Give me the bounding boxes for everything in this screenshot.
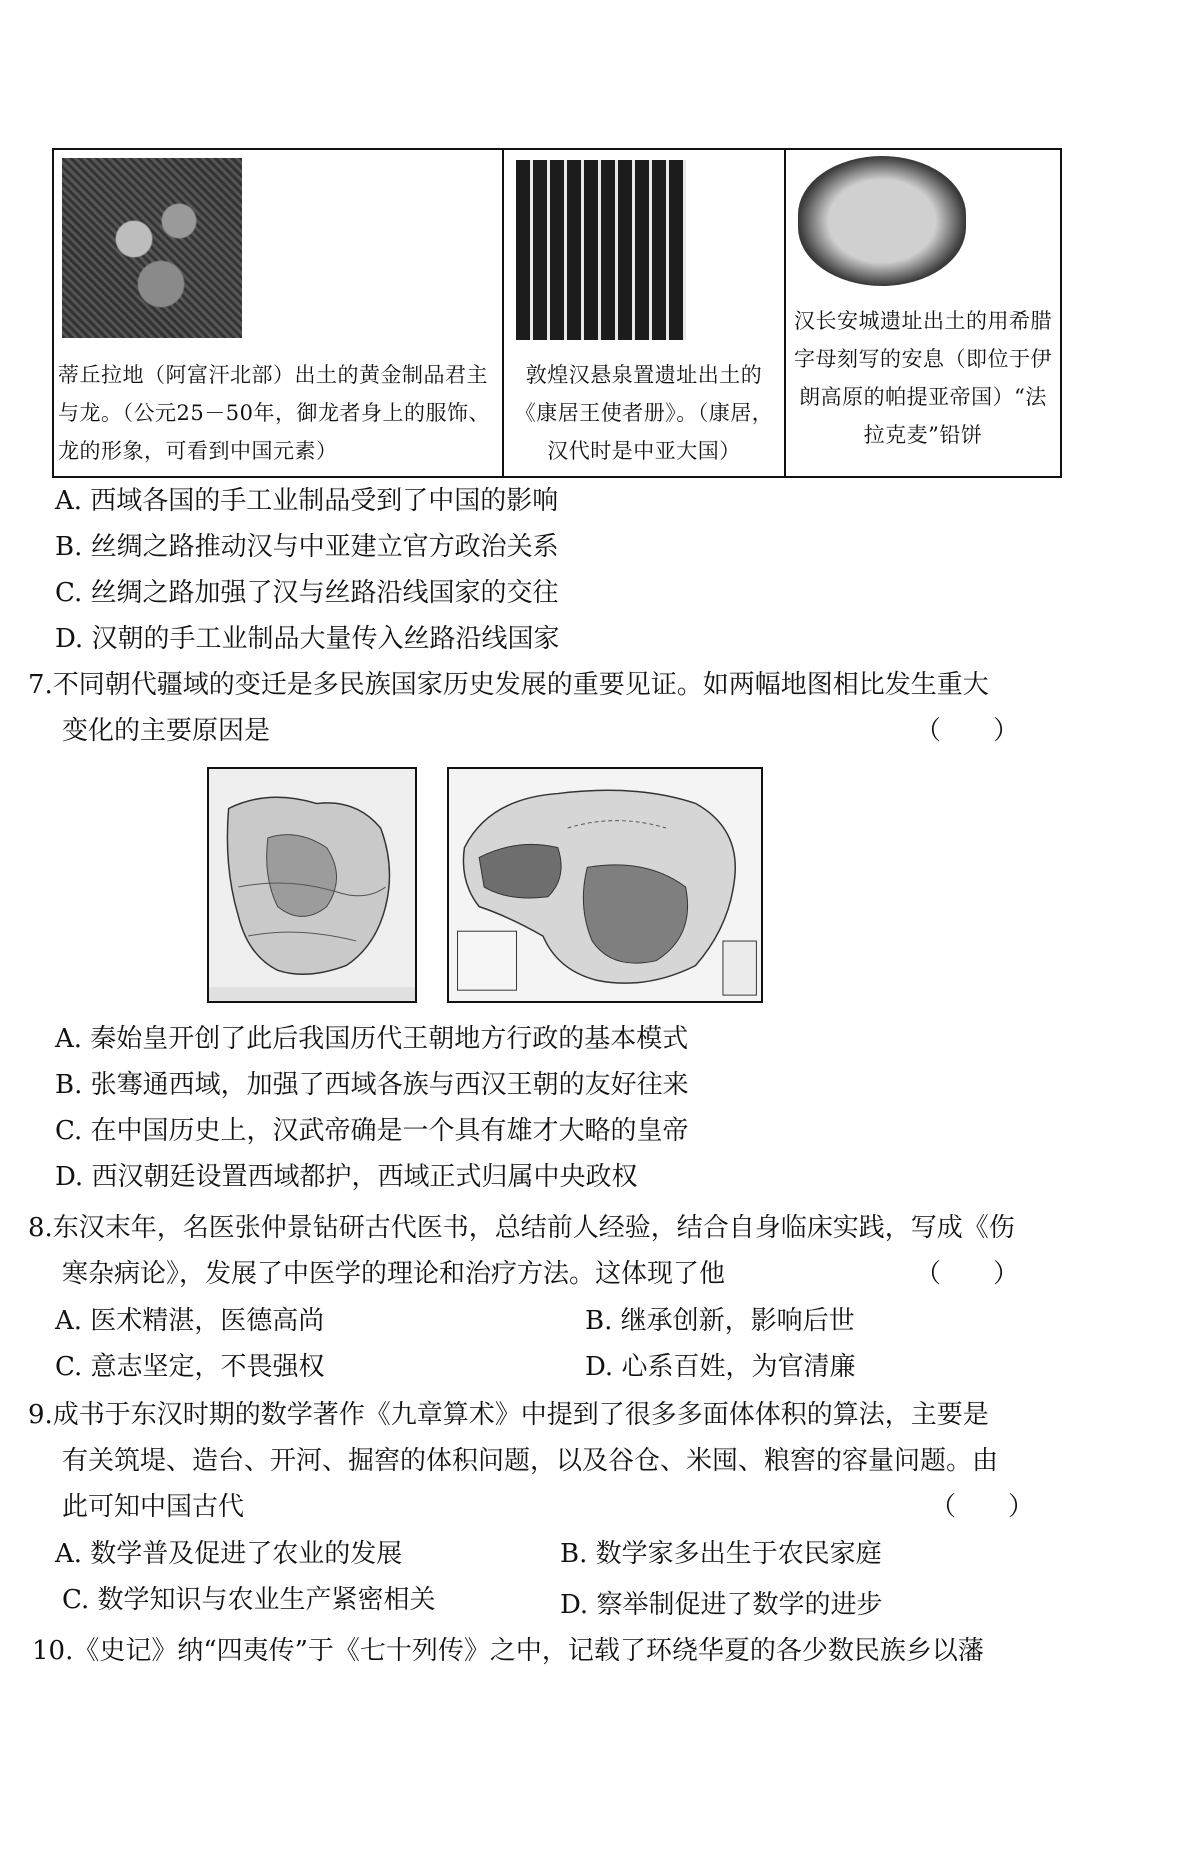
q8-stem-line-1: 8.东汉末年，名医张仲景钻研古代医书，总结前人经验，结合自身临床实践，写成《伤	[28, 1213, 1015, 1243]
q6-option-d: D. 汉朝的手工业制品大量传入丝路沿线国家	[55, 624, 560, 654]
q8-option-d: D. 心系百姓，为官清廉	[585, 1352, 856, 1382]
q8-option-c: C. 意志坚定，不畏强权	[55, 1352, 325, 1382]
han-map-drawing	[449, 769, 761, 1001]
q9-stem-line-2: 有关筑堤、造台、开河、掘窖的体积问题，以及谷仓、米囤、粮窖的容量问题。由	[62, 1446, 999, 1476]
lead-cake-photo	[798, 156, 966, 286]
han-territory-map	[447, 767, 763, 1003]
q7-answer-paren: （ ）	[915, 716, 1020, 746]
q8-stem-line-2: 寒杂病论》，发展了中医学的理论和治疗方法。这体现了他	[62, 1259, 726, 1289]
q9-option-a: A. 数学普及促进了农业的发展	[55, 1539, 403, 1569]
q9-option-c: C. 数学知识与农业生产紧密相关	[62, 1585, 436, 1615]
qin-map-drawing	[209, 769, 415, 1001]
q7-stem-line-2: 变化的主要原因是	[62, 716, 271, 746]
q7-stem-line-1: 7.不同朝代疆域的变迁是多民族国家历史发展的重要见证。如两幅地图相比发生重大	[28, 670, 989, 700]
q7-option-d: D. 西汉朝廷设置西域都护，西域正式归属中央政权	[55, 1162, 638, 1192]
q9-stem-line-1: 9.成书于东汉时期的数学著作《九章算术》中提到了很多多面体体积的算法，主要是	[28, 1400, 989, 1430]
q8-answer-paren: （ ）	[915, 1259, 1020, 1289]
q8-option-b: B. 继承创新，影响后世	[585, 1306, 855, 1336]
q8-option-a: A. 医术精湛，医德高尚	[55, 1306, 325, 1336]
q6-figure-cell-3	[784, 150, 1060, 476]
q7-option-b: B. 张骞通西域，加强了西域各族与西汉王朝的友好往来	[55, 1070, 689, 1100]
q9-stem-line-3: 此可知中国古代	[62, 1492, 245, 1522]
q6-option-b: B. 丝绸之路推动汉与中亚建立官方政治关系	[55, 532, 559, 562]
q10-stem-line-1: 10.《史记》纳“四夷传”于《七十列传》之中，记载了环绕华夏的各少数民族乡以藩	[32, 1636, 984, 1666]
q9-answer-paren: （ ）	[930, 1492, 1035, 1522]
q6-option-a: A. 西域各国的手工业制品受到了中国的影响	[55, 486, 559, 516]
q6-figure-table	[52, 148, 1062, 478]
q6-figure-cell-2	[502, 150, 784, 476]
q7-option-c: C. 在中国历史上，汉武帝确是一个具有雄才大略的皇帝	[55, 1116, 689, 1146]
q6-option-c: C. 丝绸之路加强了汉与丝路沿线国家的交往	[55, 578, 559, 608]
q9-option-d: D. 察举制促进了数学的进步	[560, 1590, 883, 1620]
q7-option-a: A. 秦始皇开创了此后我国历代王朝地方行政的基本模式	[55, 1024, 689, 1054]
bamboo-slips-photo	[516, 160, 686, 340]
gold-artifact-photo	[62, 158, 242, 338]
q6-figure-caption-1: 蒂丘拉地（阿富汗北部）出土的黄金制品君主与龙。（公元25－50年，御龙者身上的服饰、龙的形象，可看到中国元素）	[58, 363, 490, 463]
qin-territory-map	[207, 767, 417, 1003]
q9-option-b: B. 数学家多出生于农民家庭	[560, 1539, 882, 1569]
q6-figure-cell-1	[54, 150, 502, 476]
q6-figure-caption-2: 敦煌汉悬泉置遗址出土的《康居王使者册》。（康居，汉代时是中亚大国）	[514, 363, 774, 463]
q6-figure-caption-3: 汉长安城遗址出土的用希腊字母刻写的安息（即位于伊朗高原的帕提亚帝国）“法拉克麦”铅饼	[794, 309, 1052, 447]
